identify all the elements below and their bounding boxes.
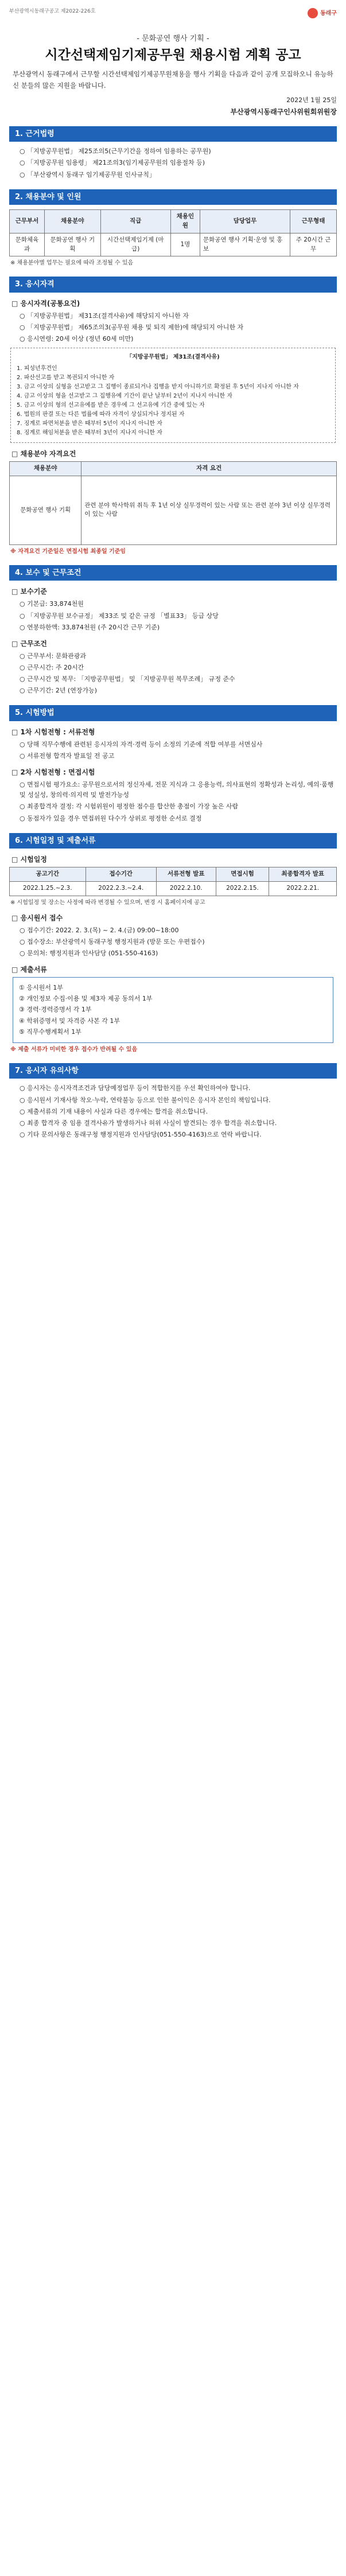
header-top: [9, 8, 337, 31]
table-row: 문화체육과 문화공연 행사 기획 시간선택제임기제 (마급) 1명 문화공연 행사 기획·운영 및 홍보 주 20시간 근무: [10, 233, 337, 256]
section-heading-2: 2. 채용분야 및 인원: [9, 189, 337, 205]
sub-heading: □ 2차 시험전형 : 면접시험: [11, 768, 95, 777]
recruit-table: 근무부서 채용분야 직급 채용인원 담당업무 근무형태 문화체육과 문화공연 행사 기획 시간선택제임기제 (마급) 1명 문화공연 행사 기획·운영 및 홍보 주 20시간 근무: [9, 209, 337, 256]
sub-heading: □ 근무조건: [11, 639, 47, 648]
schedule-table: 공고기간 접수기간 서류전형 발표 면접시험 최종합격자 발표 2022.1.25.~2.3. 2022.2.3.~2.4. 2022.2.10. 2022.2.15. 2022.2.21.: [9, 867, 337, 896]
recv-item: ○ 접수기간: 2022. 2. 3.(목) ~ 2. 4.(금) 09:00~18:00: [20, 926, 179, 934]
documents-box: ① 응시원서 1부 ② 개인정보 수집·이용 및 제3자 제공 동의서 1부 ③ 경력·경력증명서 각 1부 ④ 학위증명서 및 자격증 사본 각 1부 ⑤ 직무수행계획서 1부: [13, 977, 333, 1043]
req-item: ○ 「지방공무원법」 제31조(결격사유)에 해당되지 아니한 자: [20, 312, 189, 320]
sub-heading: □ 채용분야 자격요건: [11, 450, 76, 458]
pay-item: ○ 기본급: 33,874천원: [20, 600, 84, 608]
disqualification-box: 「지방공무원법」 제31조(결격사유) 1. 피성년후견인 2. 파산선고를 받고 복권되지 아니한 자 3. 금고 이상의 실형을 선고받고 그 집행이 종료되거나 집행을 받지 아니하기로 확정된 후 5년이 지나지 아니한 자 4. 금고 이상의 형을 선고받고 그 집행유예 기간이 끝난 날부터 2년이 지나지 아니한 자 5. 금고 이상의 형의 선고유예를 받은 경우에 그 선고유예 기간 중에 있는 자 6. 법원의 판결 또는 다른 법률에 따라 자격이 상실되거나 정지된 자 7. 징계로 파면처분을 받은 때부터 5년이 지나지 아니한 자 8. 징계로 해임처분을 받은 때부터 3년이 지나지 아니한 자: [10, 348, 336, 443]
table-row: 2022.1.25.~2.3. 2022.2.3.~2.4. 2022.2.10. 2022.2.15. 2022.2.21.: [10, 882, 337, 896]
req-item: ○ 「지방공무원법」 제65조의3(공무원 채용 및 퇴직 제한)에 해당되지 아니한 자: [20, 323, 244, 331]
section-heading-1: 1. 근거법령: [9, 126, 337, 142]
recruit-note: ※ 채용분야별 업무는 필요에 따라 조정될 수 있음: [10, 260, 134, 267]
schedule-note: ※ 시험일정 및 장소는 사정에 따라 변경될 수 있으며, 변경 시 홈페이지에 공고: [10, 899, 205, 906]
section-heading-5: 5. 시험방법: [9, 705, 337, 721]
cond-item: ○ 근무기간: 2년 (연장가능): [20, 687, 98, 695]
sub-heading: □ 1차 시험전형 : 서류전형: [11, 727, 95, 736]
caution-item: ○ 응시자는 응시자격조건과 담당예정업무 등이 적합한지를 우선 확인하여야 합니다.: [20, 1084, 251, 1092]
sub-heading: □ 응시자격(공통요건): [11, 299, 80, 308]
section-heading-4: 4. 보수 및 근무조건: [9, 565, 337, 581]
notice-org: 부산광역시동래구인사위원회위원장: [230, 107, 337, 116]
caution-item: ○ 제출서류의 기재 내용이 사실과 다른 경우에는 합격을 취소합니다.: [20, 1107, 208, 1115]
section-heading-3: 3. 응시자격: [9, 277, 337, 293]
sub-heading: □ 응시원서 접수: [11, 913, 63, 922]
pay-item: ○ 「지방공무원 보수규정」 제33조 및 같은 규정 「별표33」 등급 상당: [20, 612, 219, 620]
method-item: ○ 면접시험 평가요소: 공무원으로서의 정신자세, 전문 지식과 그 응용능력, 의사표현의 정확성과 논리성, 예의·품행 및 성실성, 창의력·의지력 및 발전가능성: [20, 781, 334, 799]
req-item: ○ 응시연령: 20세 이상 (정년 60세 미만): [20, 335, 134, 343]
cond-item: ○ 근무시간 및 복무: 「지방공무원법」 및 「지방공무원 복무조례」 규정 준수: [20, 675, 235, 683]
pay-item: ○ 연봉하한액: 33,874천원 (주 20시간 근무 기준): [20, 623, 160, 631]
qualification-table: 채용분야 자격 요건 문화공연 행사 기획 관련 분야 학사학위 취득 후 1년 이상 실무경력이 있는 사람 또는 관련 분야 3년 이상 실무경력이 있는 사람: [9, 461, 337, 545]
recv-item: ○ 접수장소: 부산광역시 동래구청 행정지원과 (방문 또는 우편접수): [20, 937, 205, 945]
notice-lead: 부산광역시 동래구에서 근무할 시간선택제임기제공무원채용을 행사 기획을 다음과 같이 공개 모집하오니 유능하신 분들의 많은 지원을 바랍니다.: [13, 70, 333, 90]
caution-item: ○ 응시원서 기재사항 착오·누락, 연락불능 등으로 인한 불이익은 응시자 본인의 책임입니다.: [20, 1096, 271, 1104]
recv-item: ○ 문의처: 행정지원과 인사담당 (051-550-4163): [20, 950, 158, 958]
table-row: 문화공연 행사 기획 관련 분야 학사학위 취득 후 1년 이상 실무경력이 있는 사람 또는 관련 분야 3년 이상 실무경력이 있는 사람: [10, 476, 337, 544]
notice-title: 시간선택제임기제공무원 채용시험 계획 공고: [45, 47, 301, 63]
sub-heading: □ 보수기준: [11, 587, 47, 596]
caution-item: ○ 최종 합격자 중 임용 결격사유가 발생하거나 허위 사실이 발견되는 경우 합격을 취소합니다.: [20, 1119, 277, 1127]
method-item: ○ 동점자가 있을 경우 면접위원 다수가 상위로 평정한 순서로 결정: [20, 814, 202, 822]
law-item: ○ 「지방공무원법」 제25조의5(근무기간을 정하여 임용하는 공무원): [20, 147, 211, 155]
district-logo: 동래구: [308, 8, 337, 18]
sub-heading: □ 제출서류: [11, 966, 47, 974]
law-item: ○ 「부산광역시 동래구 임기제공무원 인사규칙」: [20, 170, 155, 178]
method-item: ○ 당해 직무수행에 관련된 응시자의 자격·경력 등이 소정의 기준에 적합 여부를 서면심사: [20, 740, 263, 748]
law-item: ○ 「지방공무원 임용령」 제21조의3(임기제공무원의 임용절차 등): [20, 159, 205, 167]
caution-item: ○ 기타 문의사항은 동래구청 행정지원과 인사담당(051-550-4163)으로 연락 바랍니다.: [20, 1130, 262, 1138]
cond-item: ○ 근무부서: 문화관광과: [20, 652, 86, 660]
notice-date: 2022년 1월 25일: [286, 96, 337, 104]
qualification-warning: ※ 자격요건 기준일은 면접시험 최종일 기준임: [10, 548, 126, 555]
section-heading-7: 7. 응시자 유의사항: [9, 1063, 337, 1079]
method-item: ○ 서류전형 합격자 발표일 전 공고: [20, 752, 115, 760]
documents-warning: ※ 제출 서류가 미비한 경우 접수가 반려될 수 있음: [10, 1046, 138, 1053]
method-item: ○ 최종합격자 결정: 각 시험위원이 평정한 점수를 합산한 총점이 가장 높은 사람: [20, 803, 239, 811]
form-label: 부산광역시동래구공고 제2022-226호: [9, 9, 96, 14]
sub-heading: □ 시험일정: [11, 855, 47, 864]
section-heading-6: 6. 시험일정 및 제출서류: [9, 833, 337, 849]
cond-item: ○ 근무시간: 주 20시간: [20, 664, 84, 671]
logo-icon: [308, 8, 318, 18]
notice-subtitle: - 문화공연 행사 기획 -: [137, 34, 209, 43]
